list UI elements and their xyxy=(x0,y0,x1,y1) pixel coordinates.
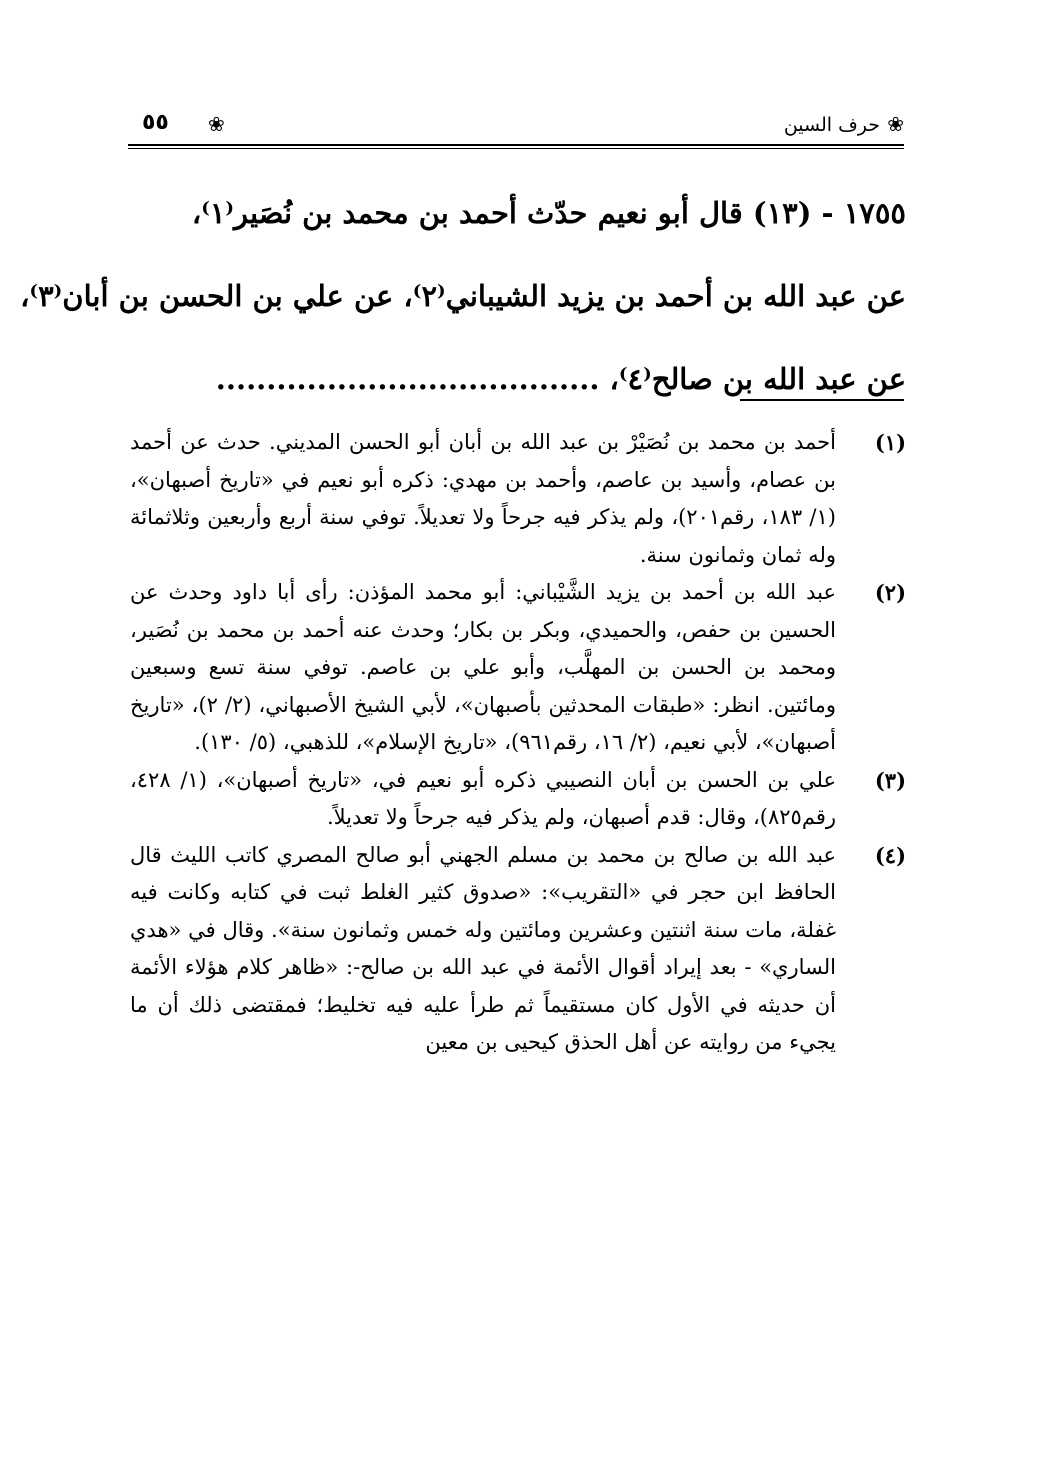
hadith-line: ١٧٥٥ - (١٣) قال أبو نعيم حدّث أحمد بن محمد بن نُصَير⁽١⁾، xyxy=(191,196,906,230)
footnote-number: (٣) xyxy=(874,767,906,793)
header-rule xyxy=(128,144,904,146)
hadith-line: عن عبد الله بن صالح⁽٤⁾، ...................................... xyxy=(215,362,906,396)
header-ornament-right: ❀ xyxy=(887,112,904,136)
footnote-text: عبد الله بن صالح بن محمد بن مسلم الجهني أبو صالح المصري كاتب الليث قال الحافظ ابن حجر في «التقريب»: «صدوق كثير الغلط ثبت في كتابه وكانت فيه غفلة، مات سنة اثنتين وعشرين ومائتين وله خمس وثمانون سنة». وقال في «هدي الساري» - بعد إيراد أقوال الأئمة في عبد الله بن صالح-: «ظاهر كلام هؤلاء الأئمة أن حديثه في الأول كان مستقيماً ثم طرأ عليه فيه تخليط؛ فمقتضى ذلك أن ما يجيء من روايته عن أهل الحذق كيحيى بن معين xyxy=(130,842,836,1054)
hadith-text xyxy=(20,172,906,421)
page-header xyxy=(128,110,904,146)
footnote-number: (٢) xyxy=(874,580,906,605)
footnotes xyxy=(130,424,906,1062)
footnote-number: (٤) xyxy=(874,842,906,868)
hadith-line: عن عبد الله بن أحمد بن يزيد الشيباني⁽٢⁾، عن علي بن الحسن بن أبان⁽٣⁾، xyxy=(20,279,906,313)
footnote-separator xyxy=(740,399,904,401)
footnote-number: (١) xyxy=(874,430,906,455)
footnote-item xyxy=(130,574,906,762)
header-rule-thin xyxy=(128,148,904,149)
footnote-text: عبد الله بن أحمد بن يزيد الشَّيْباني: أبو محمد المؤذن: رأى أبا داود وحدث عن الحسين بن حفص، والحميدي، وبكر بن بكار؛ وحدث عنه أحمد بن محمد بن نُصَير، ومحمد بن الحسن بن المهلَّب، وأبو علي بن عاصم. توفي سنة تسع وسبعين ومائتين. انظر: «طبقات المحدثين بأصبهان»، لأبي الشيخ الأصبهاني، (٢/ ٢)، «تاريخ أصبهان»، لأبي نعيم، (٢/ ١٦، رقم٩٦١)، «تاريخ الإسلام»، للذهبي، (٥/ ١٣٠). xyxy=(130,580,836,754)
footnote-text: أحمد بن محمد بن نُصَيْرْ بن عبد الله بن أبان أبو الحسن المديني. حدث عن أحمد بن عصام، وأسيد بن عاصم، وأحمد بن مهدي: ذكره أبو نعيم في «تاريخ أصبهان»، (١/ ١٨٣، رقم٢٠١)، ولم يذكر فيه جرحاً ولا تعديلاً. توفي سنة أربع وأربعين وثلاثمائة وله ثمان وثمانون سنة. xyxy=(130,430,836,567)
footnote-item xyxy=(130,762,906,837)
footnote-text: علي بن الحسن بن أبان النصيبي ذكره أبو نعيم في، «تاريخ أصبهان»، (١/ ٤٢٨، رقم٨٢٥)، وقال: قدم أصبهان، ولم يذكر فيه جرحاً ولا تعديلاً. xyxy=(130,767,836,829)
header-ornament-left-outer: ❀ xyxy=(208,112,225,136)
page-number: ٥٥ xyxy=(142,110,169,135)
footnote-item xyxy=(130,837,906,1062)
footnote-item xyxy=(130,424,906,574)
chapter-title: حرف السين xyxy=(783,114,880,136)
